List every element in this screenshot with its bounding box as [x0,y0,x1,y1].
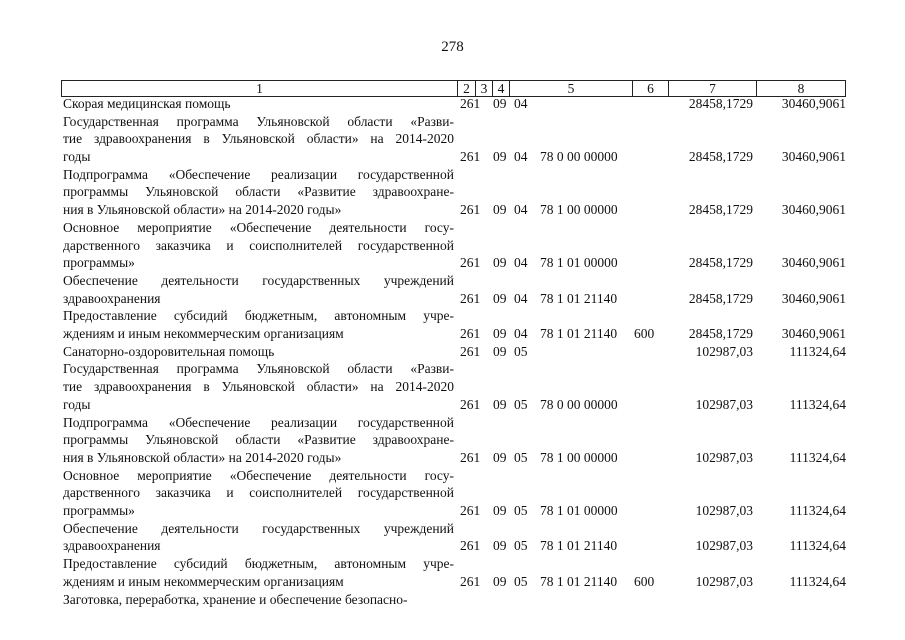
table-row-line [0,361,905,376]
cell-rz: 09 [493,503,507,518]
row-name-text: годы [63,149,91,164]
row-name-text: ния в Ульяновской области» на 2014-2020 годы» [63,202,342,217]
cell-ved: 261 [460,450,481,465]
cell-csr: 78 1 01 00000 [540,503,618,518]
cell-csr: 78 1 01 21140 [540,574,618,589]
row-name-text: Подпрограмма «Обеспечение реализации государственной [63,167,454,182]
row-name-text: Основное мероприятие «Обеспечение деятельности госу- [63,468,454,483]
cell-ved: 261 [460,96,481,111]
cell-pr: 05 [514,450,528,465]
cell-amount-2019: 111324,64 [789,503,846,518]
row-name-text: дарственного заказчика и соисполнителей государственной [63,238,454,253]
cell-pr: 05 [514,503,528,518]
cell-amount-2018: 102987,03 [695,397,753,412]
cell-amount-2018: 28458,1729 [688,149,753,164]
table-row-line [0,397,905,412]
table-row-line [0,308,905,323]
table-row-line [0,556,905,571]
cell-amount-2019: 111324,64 [789,574,846,589]
cell-ved: 261 [460,574,481,589]
cell-rz: 09 [493,202,507,217]
cell-csr: 78 1 00 00000 [540,202,618,217]
cell-amount-2019: 30460,9061 [781,96,846,111]
cell-amount-2018: 102987,03 [695,344,753,359]
cell-rz: 09 [493,574,507,589]
cell-amount-2018: 102987,03 [695,503,753,518]
cell-ved: 261 [460,326,481,341]
table-row-line [0,538,905,553]
table-row-line [0,379,905,394]
row-name-text: ния в Ульяновской области» на 2014-2020 годы» [63,450,342,465]
cell-amount-2018: 102987,03 [695,450,753,465]
cell-csr: 78 0 00 00000 [540,397,618,412]
row-name-text: программы» [63,255,135,270]
row-name-text: Предоставление субсидий бюджетным, автономным учре- [63,308,454,323]
cell-rz: 09 [493,538,507,553]
table-row-line [0,291,905,306]
table-row-line [0,432,905,447]
cell-pr: 04 [514,202,528,217]
cell-amount-2019: 111324,64 [789,344,846,359]
table-row-line [0,255,905,270]
cell-ved: 261 [460,255,481,270]
row-name-text: дарственного заказчика и соисполнителей государственной [63,485,454,500]
header-col-name: 1 [61,80,457,97]
page-number: 278 [441,39,464,55]
table-row-line [0,273,905,288]
table-row-line [0,503,905,518]
cell-amount-2019: 30460,9061 [781,149,846,164]
header-col-vr: 6 [632,80,668,97]
row-name-text: Санаторно-оздоровительная помощь [63,344,275,359]
row-name-text: Предоставление субсидий бюджетным, автономным учре- [63,556,454,571]
cell-csr: 78 1 01 21140 [540,538,618,553]
row-name-text: ждениям и иным некоммерческим организациям [63,326,344,341]
cell-ved: 261 [460,538,481,553]
table-row-line [0,238,905,253]
cell-amount-2019: 111324,64 [789,450,846,465]
table-row-line [0,415,905,430]
cell-ved: 261 [460,291,481,306]
cell-amount-2018: 28458,1729 [688,255,753,270]
table-row-line [0,202,905,217]
table-row-line [0,96,905,111]
table-row-line [0,326,905,341]
cell-ved: 261 [460,503,481,518]
header-col-y1: 7 [668,80,756,97]
cell-csr: 78 0 00 00000 [540,149,618,164]
cell-amount-2018: 28458,1729 [688,291,753,306]
cell-vr: 600 [634,326,655,341]
row-name-text: Государственная программа Ульяновской области «Разви- [63,114,454,129]
row-name-text: Государственная программа Ульяновской области «Разви- [63,361,454,376]
cell-amount-2018: 102987,03 [695,538,753,553]
cell-ved: 261 [460,397,481,412]
cell-vr: 600 [634,574,655,589]
row-name-text: тие здравоохранения в Ульяновской области» на 2014-2020 [63,131,454,146]
cell-amount-2019: 30460,9061 [781,291,846,306]
table-row-line [0,450,905,465]
cell-amount-2019: 30460,9061 [781,326,846,341]
cell-rz: 09 [493,450,507,465]
cell-pr: 04 [514,255,528,270]
table-row-line [0,131,905,146]
cell-rz: 09 [493,96,507,111]
cell-pr: 05 [514,538,528,553]
table-row-line [0,344,905,359]
cell-pr: 04 [514,326,528,341]
cell-csr: 78 1 01 00000 [540,255,618,270]
table-row-line [0,592,905,607]
cell-pr: 05 [514,397,528,412]
row-name-text: здравоохранения [63,291,161,306]
cell-rz: 09 [493,255,507,270]
cell-csr: 78 1 00 00000 [540,450,618,465]
cell-pr: 04 [514,291,528,306]
header-col-csr: 5 [509,80,632,97]
cell-amount-2019: 30460,9061 [781,202,846,217]
table-row-line [0,220,905,235]
cell-rz: 09 [493,397,507,412]
cell-rz: 09 [493,344,507,359]
row-name-text: Обеспечение деятельности государственных учреждений [63,273,454,288]
cell-ved: 261 [460,202,481,217]
table-row-line [0,184,905,199]
cell-pr: 04 [514,149,528,164]
row-name-text: Основное мероприятие «Обеспечение деятельности госу- [63,220,454,235]
cell-rz: 09 [493,326,507,341]
cell-ved: 261 [460,344,481,359]
cell-pr: 05 [514,574,528,589]
cell-amount-2018: 28458,1729 [688,96,753,111]
row-name-text: годы [63,397,91,412]
cell-csr: 78 1 01 21140 [540,291,618,306]
row-name-text: Скорая медицинская помощь [63,96,231,111]
table-row-line [0,468,905,483]
cell-amount-2019: 30460,9061 [781,255,846,270]
table-row-line [0,485,905,500]
row-name-text: Заготовка, переработка, хранение и обеспечение безопасно- [63,592,408,607]
cell-amount-2018: 28458,1729 [688,326,753,341]
cell-pr: 04 [514,96,528,111]
header-col-rz: 3 [475,80,492,97]
header-col-y2: 8 [756,80,846,97]
table-row-line [0,574,905,589]
table-row-line [0,114,905,129]
row-name-text: программы» [63,503,135,518]
cell-amount-2019: 111324,64 [789,538,846,553]
cell-pr: 05 [514,344,528,359]
row-name-text: тие здравоохранения в Ульяновской области» на 2014-2020 [63,379,454,394]
cell-csr: 78 1 01 21140 [540,326,618,341]
row-name-text: Обеспечение деятельности государственных учреждений [63,521,454,536]
cell-amount-2019: 111324,64 [789,397,846,412]
table-row-line [0,149,905,164]
table-row-line [0,521,905,536]
row-name-text: здравоохранения [63,538,161,553]
cell-rz: 09 [493,149,507,164]
header-col-ved: 2 [457,80,475,97]
cell-amount-2018: 102987,03 [695,574,753,589]
cell-ved: 261 [460,149,481,164]
header-col-pr: 4 [492,80,509,97]
row-name-text: Подпрограмма «Обеспечение реализации государственной [63,415,454,430]
row-name-text: программы Ульяновской области «Развитие здравоохране- [63,184,454,199]
cell-amount-2018: 28458,1729 [688,202,753,217]
table-row-line [0,167,905,182]
row-name-text: программы Ульяновской области «Развитие здравоохране- [63,432,454,447]
cell-rz: 09 [493,291,507,306]
row-name-text: ждениям и иным некоммерческим организациям [63,574,344,589]
